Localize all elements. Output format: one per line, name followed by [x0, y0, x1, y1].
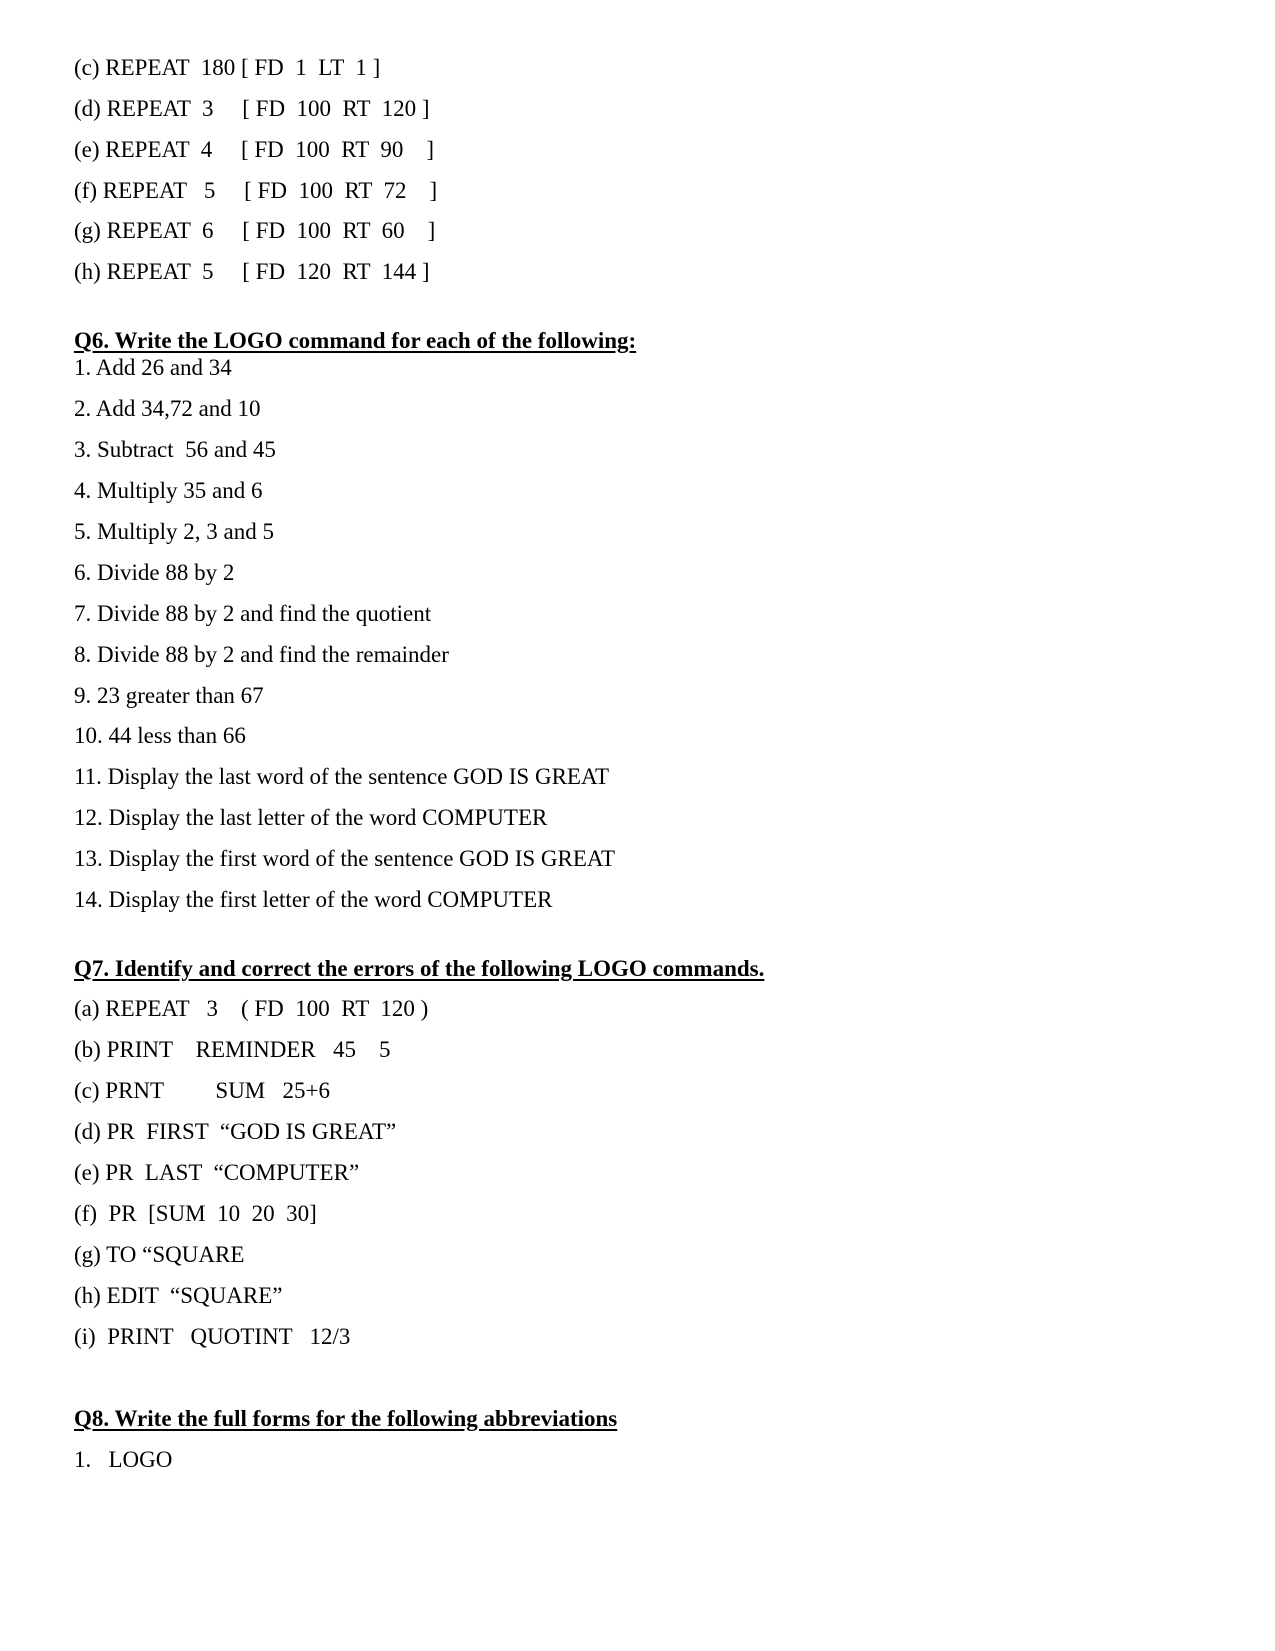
q6-item-12: 12. Display the last letter of the word COMPUTER: [74, 805, 548, 830]
q6-item-9: 9. 23 greater than 67: [74, 683, 264, 708]
q7-item-c: (c) PRNT SUM 25+6: [74, 1078, 330, 1103]
q7-item-g: (g) TO “SQUARE: [74, 1242, 245, 1267]
q7-heading: Q7. Identify and correct the errors of the following LOGO commands.: [74, 956, 765, 981]
q8-heading: Q8. Write the full forms for the following abbreviations: [74, 1406, 618, 1431]
q7-item-a: (a) REPEAT 3 ( FD 100 RT 120 ): [74, 996, 429, 1021]
q5-item-h: (h) REPEAT 5 [ FD 120 RT 144 ]: [74, 259, 430, 284]
q6-item-2: 2. Add 34,72 and 10: [74, 396, 261, 421]
q7-item-h: (h) EDIT “SQUARE”: [74, 1283, 283, 1308]
q6-item-6: 6. Divide 88 by 2: [74, 560, 235, 585]
q6-item-14: 14. Display the first letter of the word COMPUTER: [74, 887, 553, 912]
q7-item-f: (f) PR [SUM 10 20 30]: [74, 1201, 317, 1226]
q5-item-c: (c) REPEAT 180 [ FD 1 LT 1 ]: [74, 55, 381, 80]
q6-item-1: 1. Add 26 and 34: [74, 355, 232, 380]
q5-item-e: (e) REPEAT 4 [ FD 100 RT 90 ]: [74, 137, 435, 162]
q7-item-d: (d) PR FIRST “GOD IS GREAT”: [74, 1119, 397, 1144]
q7-item-e: (e) PR LAST “COMPUTER”: [74, 1160, 360, 1185]
q6-item-5: 5. Multiply 2, 3 and 5: [74, 519, 274, 544]
q6-item-8: 8. Divide 88 by 2 and find the remainder: [74, 642, 449, 667]
q6-item-11: 11. Display the last word of the sentence GOD IS GREAT: [74, 764, 610, 789]
q6-item-13: 13. Display the first word of the sentence GOD IS GREAT: [74, 846, 616, 871]
q8-item-1: 1. LOGO: [74, 1447, 173, 1472]
q5-item-f: (f) REPEAT 5 [ FD 100 RT 72 ]: [74, 178, 438, 203]
q5-item-g: (g) REPEAT 6 [ FD 100 RT 60 ]: [74, 218, 436, 243]
q6-item-4: 4. Multiply 35 and 6: [74, 478, 263, 503]
q6-item-7: 7. Divide 88 by 2 and find the quotient: [74, 601, 432, 626]
q7-item-i: (i) PRINT QUOTINT 12/3: [74, 1324, 351, 1349]
q5-item-d: (d) REPEAT 3 [ FD 100 RT 120 ]: [74, 96, 430, 121]
q6-heading: Q6. Write the LOGO command for each of the following:: [74, 328, 637, 353]
q6-item-3: 3. Subtract 56 and 45: [74, 437, 276, 462]
q7-item-b: (b) PRINT REMINDER 45 5: [74, 1037, 391, 1062]
q6-item-10: 10. 44 less than 66: [74, 723, 246, 748]
